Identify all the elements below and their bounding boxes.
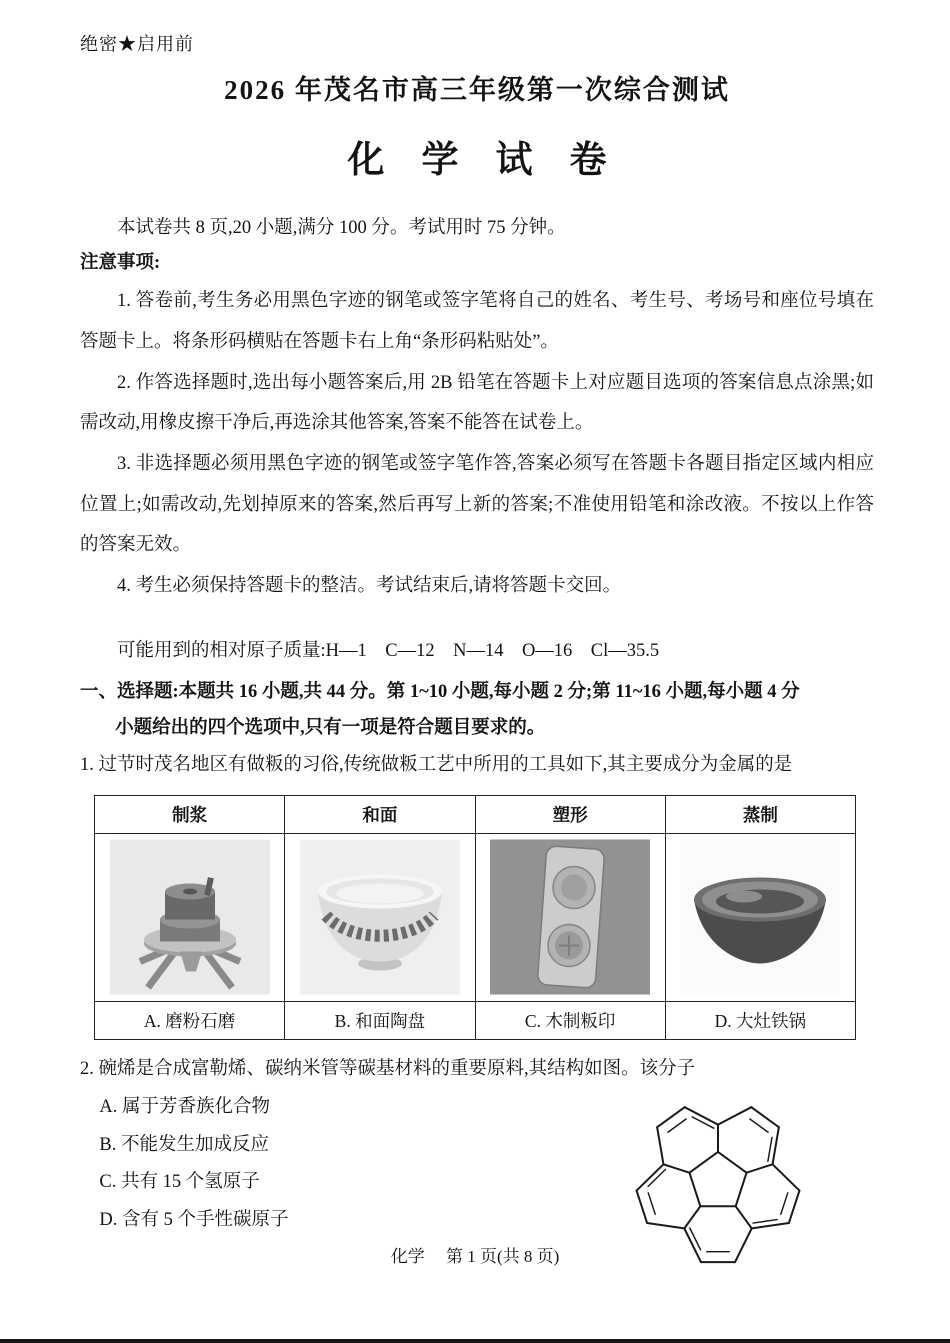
q1-option-d: D. 大灶铁锅	[665, 1001, 855, 1039]
q1-tool-table	[94, 795, 856, 1040]
q1-option-c: C. 木制粄印	[475, 1001, 665, 1039]
subject-title: 化 学 试 卷	[347, 140, 607, 181]
question-2-stem: 2. 碗烯是合成富勒烯、碳纳米管等碳基材料的重要原料,其结构如图。该分子	[80, 1058, 696, 1079]
note-3: 3. 非选择题必须用黑色字迹的钢笔或签字笔作答,答案必须写在答题卡各题目指定区域内相应位置上;如需改动,先划掉原来的答案,然后再写上新的答案;不准使用铅笔和涂改液。不按以上作答的答案无效。	[80, 454, 874, 556]
q2-option-a: A. 属于芳香族化合物	[99, 1096, 271, 1117]
atomic-mass-line: 可能用到的相对原子质量:H—1 C—12 N—14 O—16 Cl—35.5	[117, 640, 660, 661]
page-footer: 化学 第 1 页(共 8 页)	[390, 1247, 560, 1266]
section1-heading-line1: 一、选择题:本题共 16 小题,共 44 分。第 1~10 小题,每小题 2 分;第 11~16 小题,每小题 4 分	[80, 681, 800, 702]
iron-wok-photo	[680, 839, 840, 995]
q1-option-b: B. 和面陶盘	[285, 1001, 475, 1039]
question-2-block	[80, 1050, 874, 1273]
tool-header-kneading: 和面	[285, 795, 475, 833]
stone-mill-photo	[110, 839, 270, 995]
q2-option-d: D. 含有 5 个手性碳原子	[99, 1210, 289, 1231]
wooden-mold-photo	[490, 839, 650, 995]
tool-header-pulping: 制浆	[95, 795, 285, 833]
tool-header-steaming: 蒸制	[665, 795, 855, 833]
clay-basin-photo	[300, 839, 460, 995]
scan-edge-artifact	[0, 1339, 950, 1343]
tool-header-shaping: 塑形	[475, 795, 665, 833]
q2-option-b: B. 不能发生加成反应	[99, 1134, 270, 1155]
classification-label: 绝密★启用前	[80, 34, 194, 54]
exam-title: 2026 年茂名市高三年级第一次综合测试	[224, 75, 730, 105]
note-4: 4. 考生必须保持答题卡的整洁。考试结束后,请将答题卡交回。	[117, 576, 622, 597]
table-option-row	[95, 1001, 856, 1039]
table-header-row	[95, 795, 856, 833]
photo-cell-stone-mill	[95, 833, 285, 1001]
q1-option-a: A. 磨粉石磨	[95, 1001, 285, 1039]
photo-cell-wooden-mold	[475, 833, 665, 1001]
question-1-stem: 1. 过节时茂名地区有做粄的习俗,传统做粄工艺中所用的工具如下,其主要成分为金属的是	[80, 754, 793, 775]
section1-heading-line2: 小题给出的四个选项中,只有一项是符合题目要求的。	[115, 717, 546, 738]
photo-cell-iron-wok	[665, 833, 855, 1001]
note-2: 2. 作答选择题时,选出每小题答案后,用 2B 铅笔在答题卡上对应题目选项的答案信息点涂黑;如需改动,用橡皮擦干净后,再选涂其他答案,答案不能答在试卷上。	[80, 372, 874, 434]
exam-summary: 本试卷共 8 页,20 小题,满分 100 分。考试用时 75 分钟。	[117, 218, 566, 238]
table-photo-row	[95, 833, 856, 1001]
photo-cell-clay-basin	[285, 833, 475, 1001]
notes-heading: 注意事项:	[80, 253, 161, 274]
note-1: 1. 答卷前,考生务必用黑色字迹的钢笔或签字笔将自己的姓名、考生号、考场号和座位号填在答题卡上。将条形码横贴在答题卡右上角“条形码粘贴处”。	[80, 291, 874, 352]
q2-option-c: C. 共有 15 个氢原子	[99, 1172, 260, 1193]
